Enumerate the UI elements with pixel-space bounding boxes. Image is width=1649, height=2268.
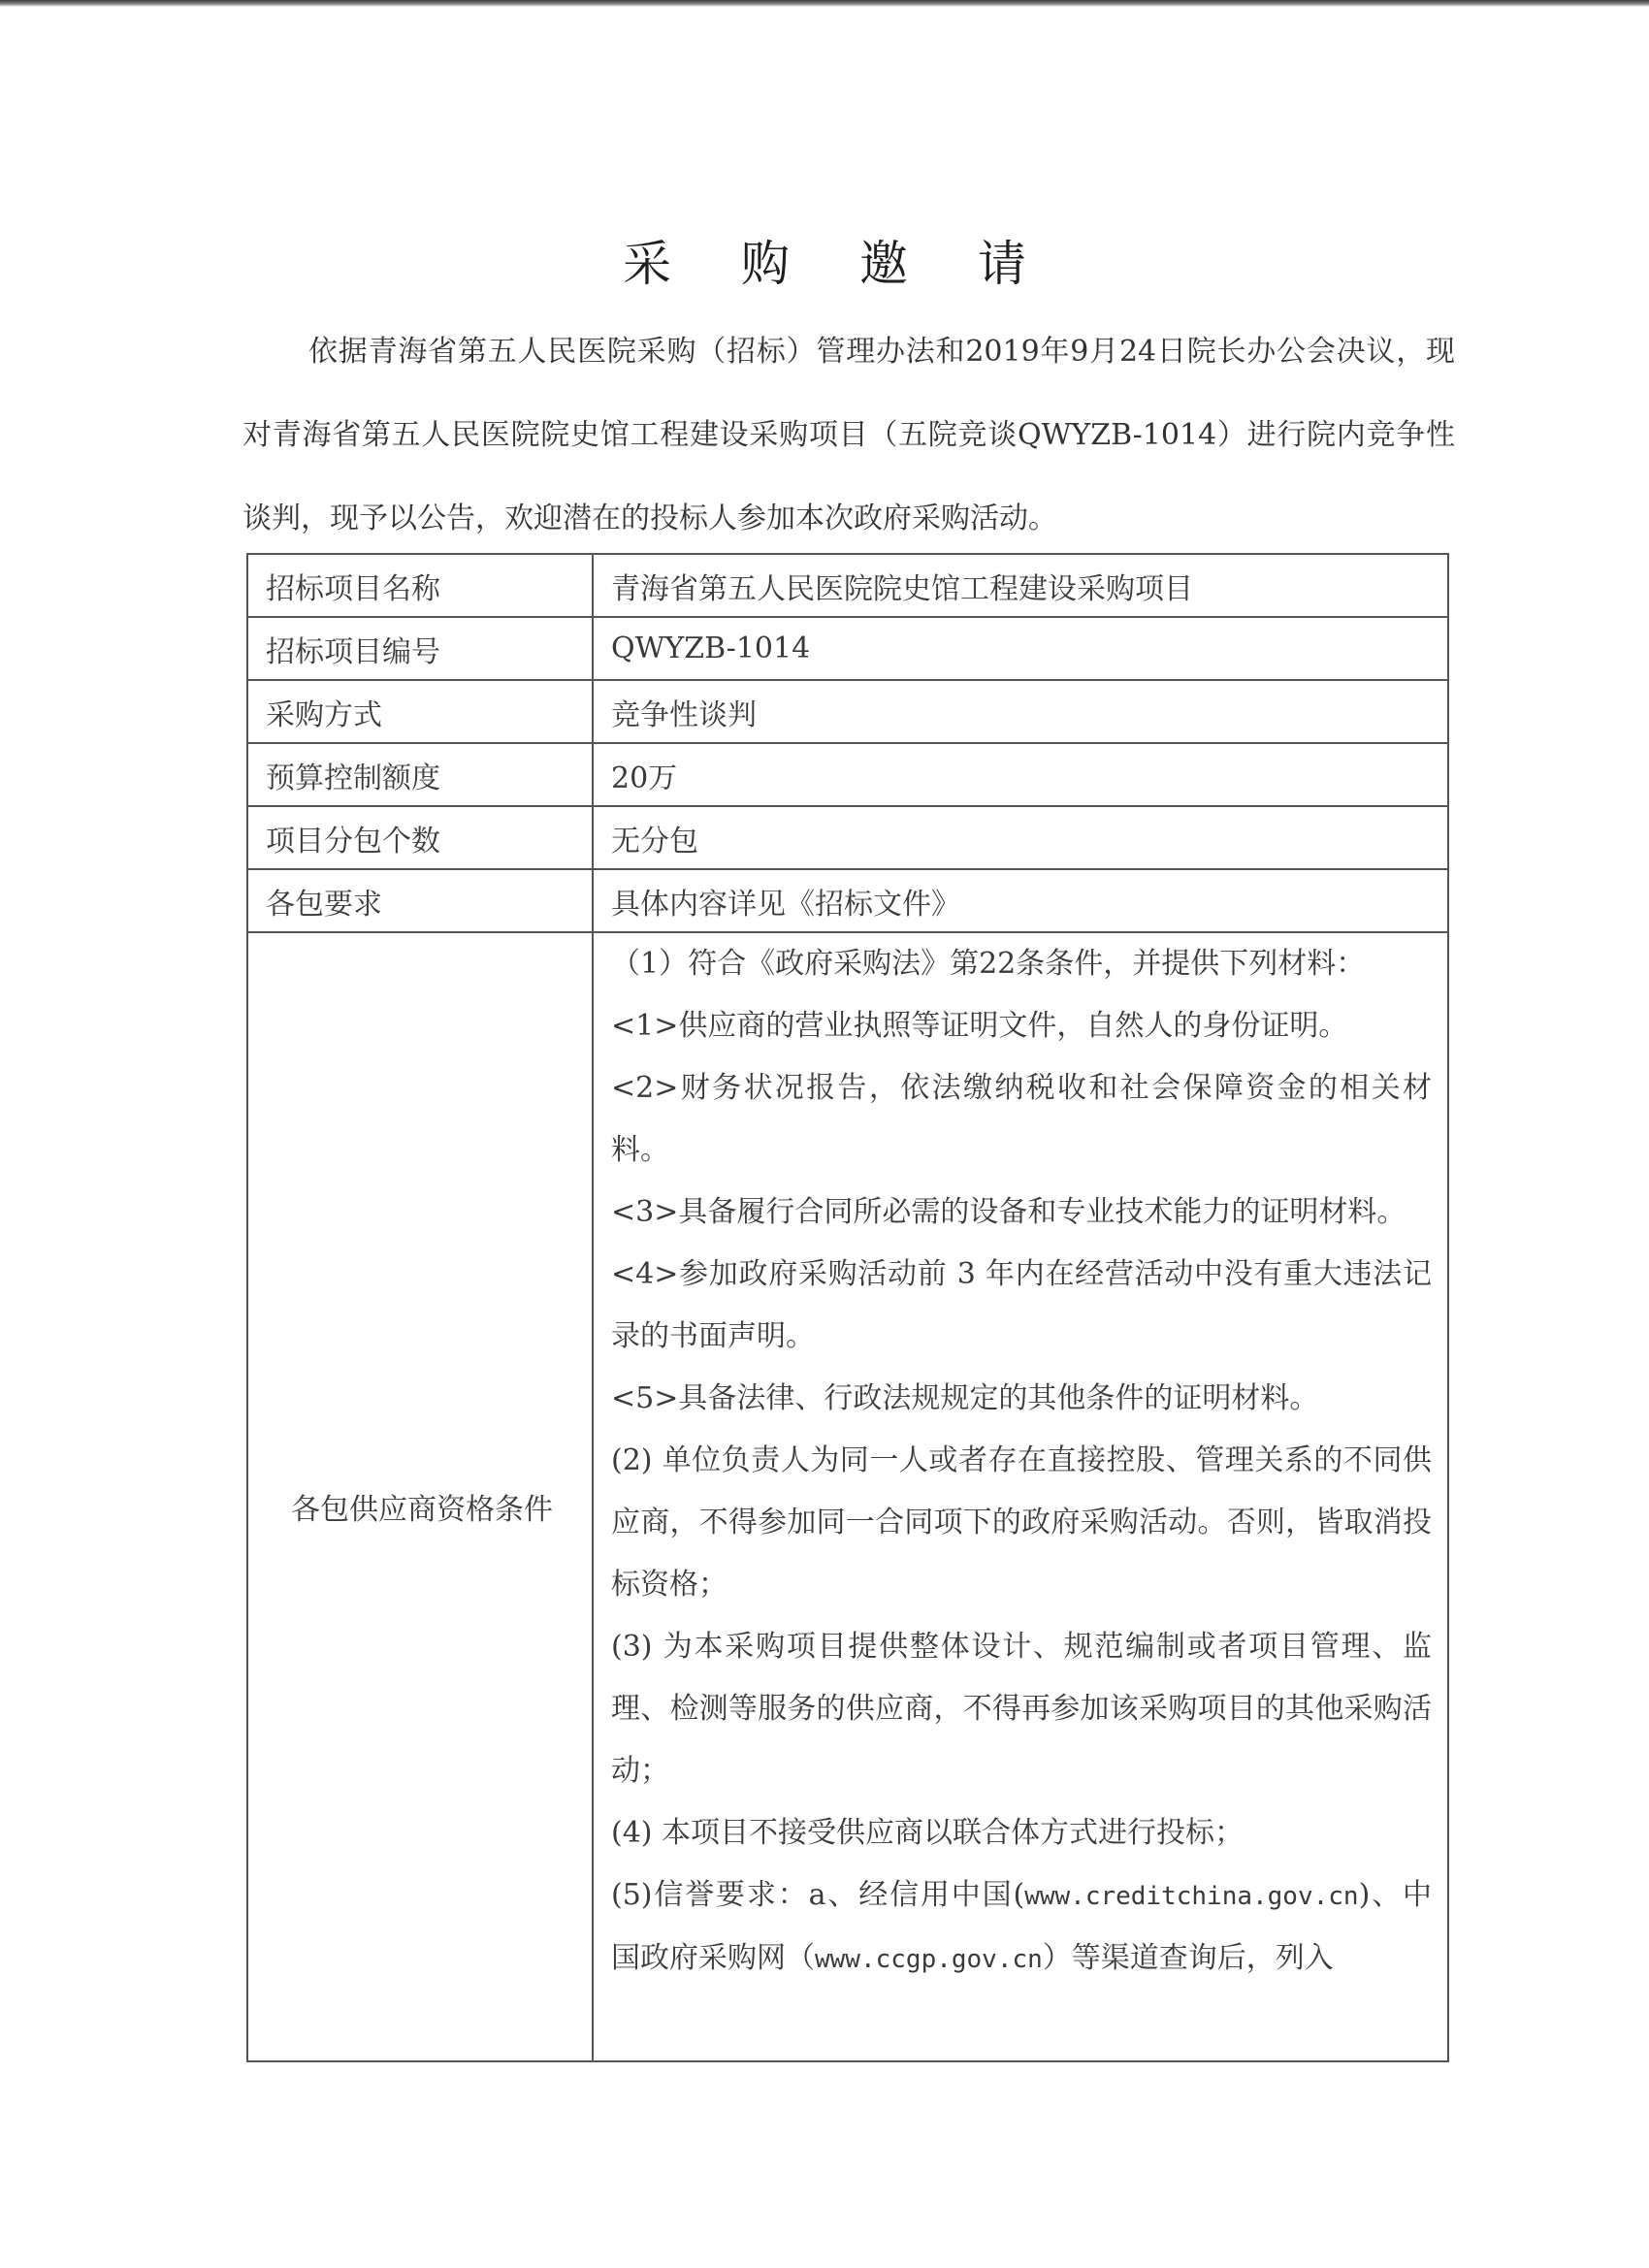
row-label: 采购方式	[247, 680, 593, 743]
row-value: 竞争性谈判	[593, 680, 1448, 743]
credit-suffix: ）等渠道查询后，列入	[1042, 1941, 1334, 1975]
credit-prefix: (5)信誉要求：a、经信用中国(	[611, 1878, 1025, 1912]
requirements-row	[247, 932, 1448, 2061]
table-row	[247, 617, 1448, 680]
requirement-item: <3>具备履行合同所必需的设备和专业技术能力的证明材料。	[611, 1195, 1406, 1229]
requirement-item: (4) 本项目不接受供应商以联合体方式进行投标；	[611, 1816, 1245, 1850]
row-value: 青海省第五人民医院院史馆工程建设采购项目	[593, 554, 1448, 617]
scan-edge	[0, 0, 1649, 7]
requirements-label: 各包供应商资格条件	[247, 932, 593, 2061]
table-row	[247, 554, 1448, 617]
intro-paragraph: 依据青海省第五人民医院采购（招标）管理办法和2019年9月24日院长办公会决议，现对青海省第五人民医院院史馆工程建设采购项目（五院竞谈QWYZB-1014）进行院内竞争性谈判，现予以公告，欢迎潜在的投标人参加本次政府采购活动。	[242, 335, 1455, 535]
ccgp-url: www.ccgp.gov.cn	[815, 1945, 1043, 1974]
requirement-item: <2>财务状况报告，依法缴纳税收和社会保障资金的相关材料。	[611, 1071, 1432, 1167]
requirement-item: <5>具备法律、行政法规规定的其他条件的证明材料。	[611, 1381, 1319, 1415]
table-row	[247, 743, 1448, 806]
creditchina-url: www.creditchina.gov.cn	[1024, 1882, 1359, 1911]
row-label: 各包要求	[247, 869, 593, 932]
table-row	[247, 680, 1448, 743]
requirement-item: <4>参加政府采购活动前 3 年内在经营活动中没有重大违法记录的书面声明。	[611, 1257, 1432, 1353]
credit-mid: )、中国政府采购网（	[611, 1878, 1432, 1975]
requirement-item: (3) 为本采购项目提供整体设计、规范编制或者项目管理、监理、检测等服务的供应商，不得再参加该采购项目的其他采购活动；	[611, 1630, 1432, 1788]
requirement-item: （1）符合《政府采购法》第22条条件，并提供下列材料：	[611, 947, 1366, 981]
row-value: QWYZB-1014	[593, 617, 1448, 680]
row-label: 项目分包个数	[247, 806, 593, 869]
row-label: 预算控制额度	[247, 743, 593, 806]
table-row	[247, 806, 1448, 869]
row-value: 20万	[593, 743, 1448, 806]
requirements-cell	[593, 932, 1448, 2061]
table-row	[247, 869, 1448, 932]
credit-requirement	[611, 1864, 1432, 1991]
row-label: 招标项目编号	[247, 617, 593, 680]
row-value: 无分包	[593, 806, 1448, 869]
row-value: 具体内容详见《招标文件》	[593, 869, 1448, 932]
requirement-item: <1>供应商的营业执照等证明文件，自然人的身份证明。	[611, 1009, 1348, 1043]
procurement-info-table	[246, 553, 1449, 2062]
row-label: 招标项目名称	[247, 554, 593, 617]
requirement-item: (2) 单位负责人为同一人或者存在直接控股、管理关系的不同供应商，不得参加同一合同项下的政府采购活动。否则，皆取消投标资格；	[611, 1443, 1432, 1602]
document-title: 采 购 邀 请	[623, 236, 1053, 292]
